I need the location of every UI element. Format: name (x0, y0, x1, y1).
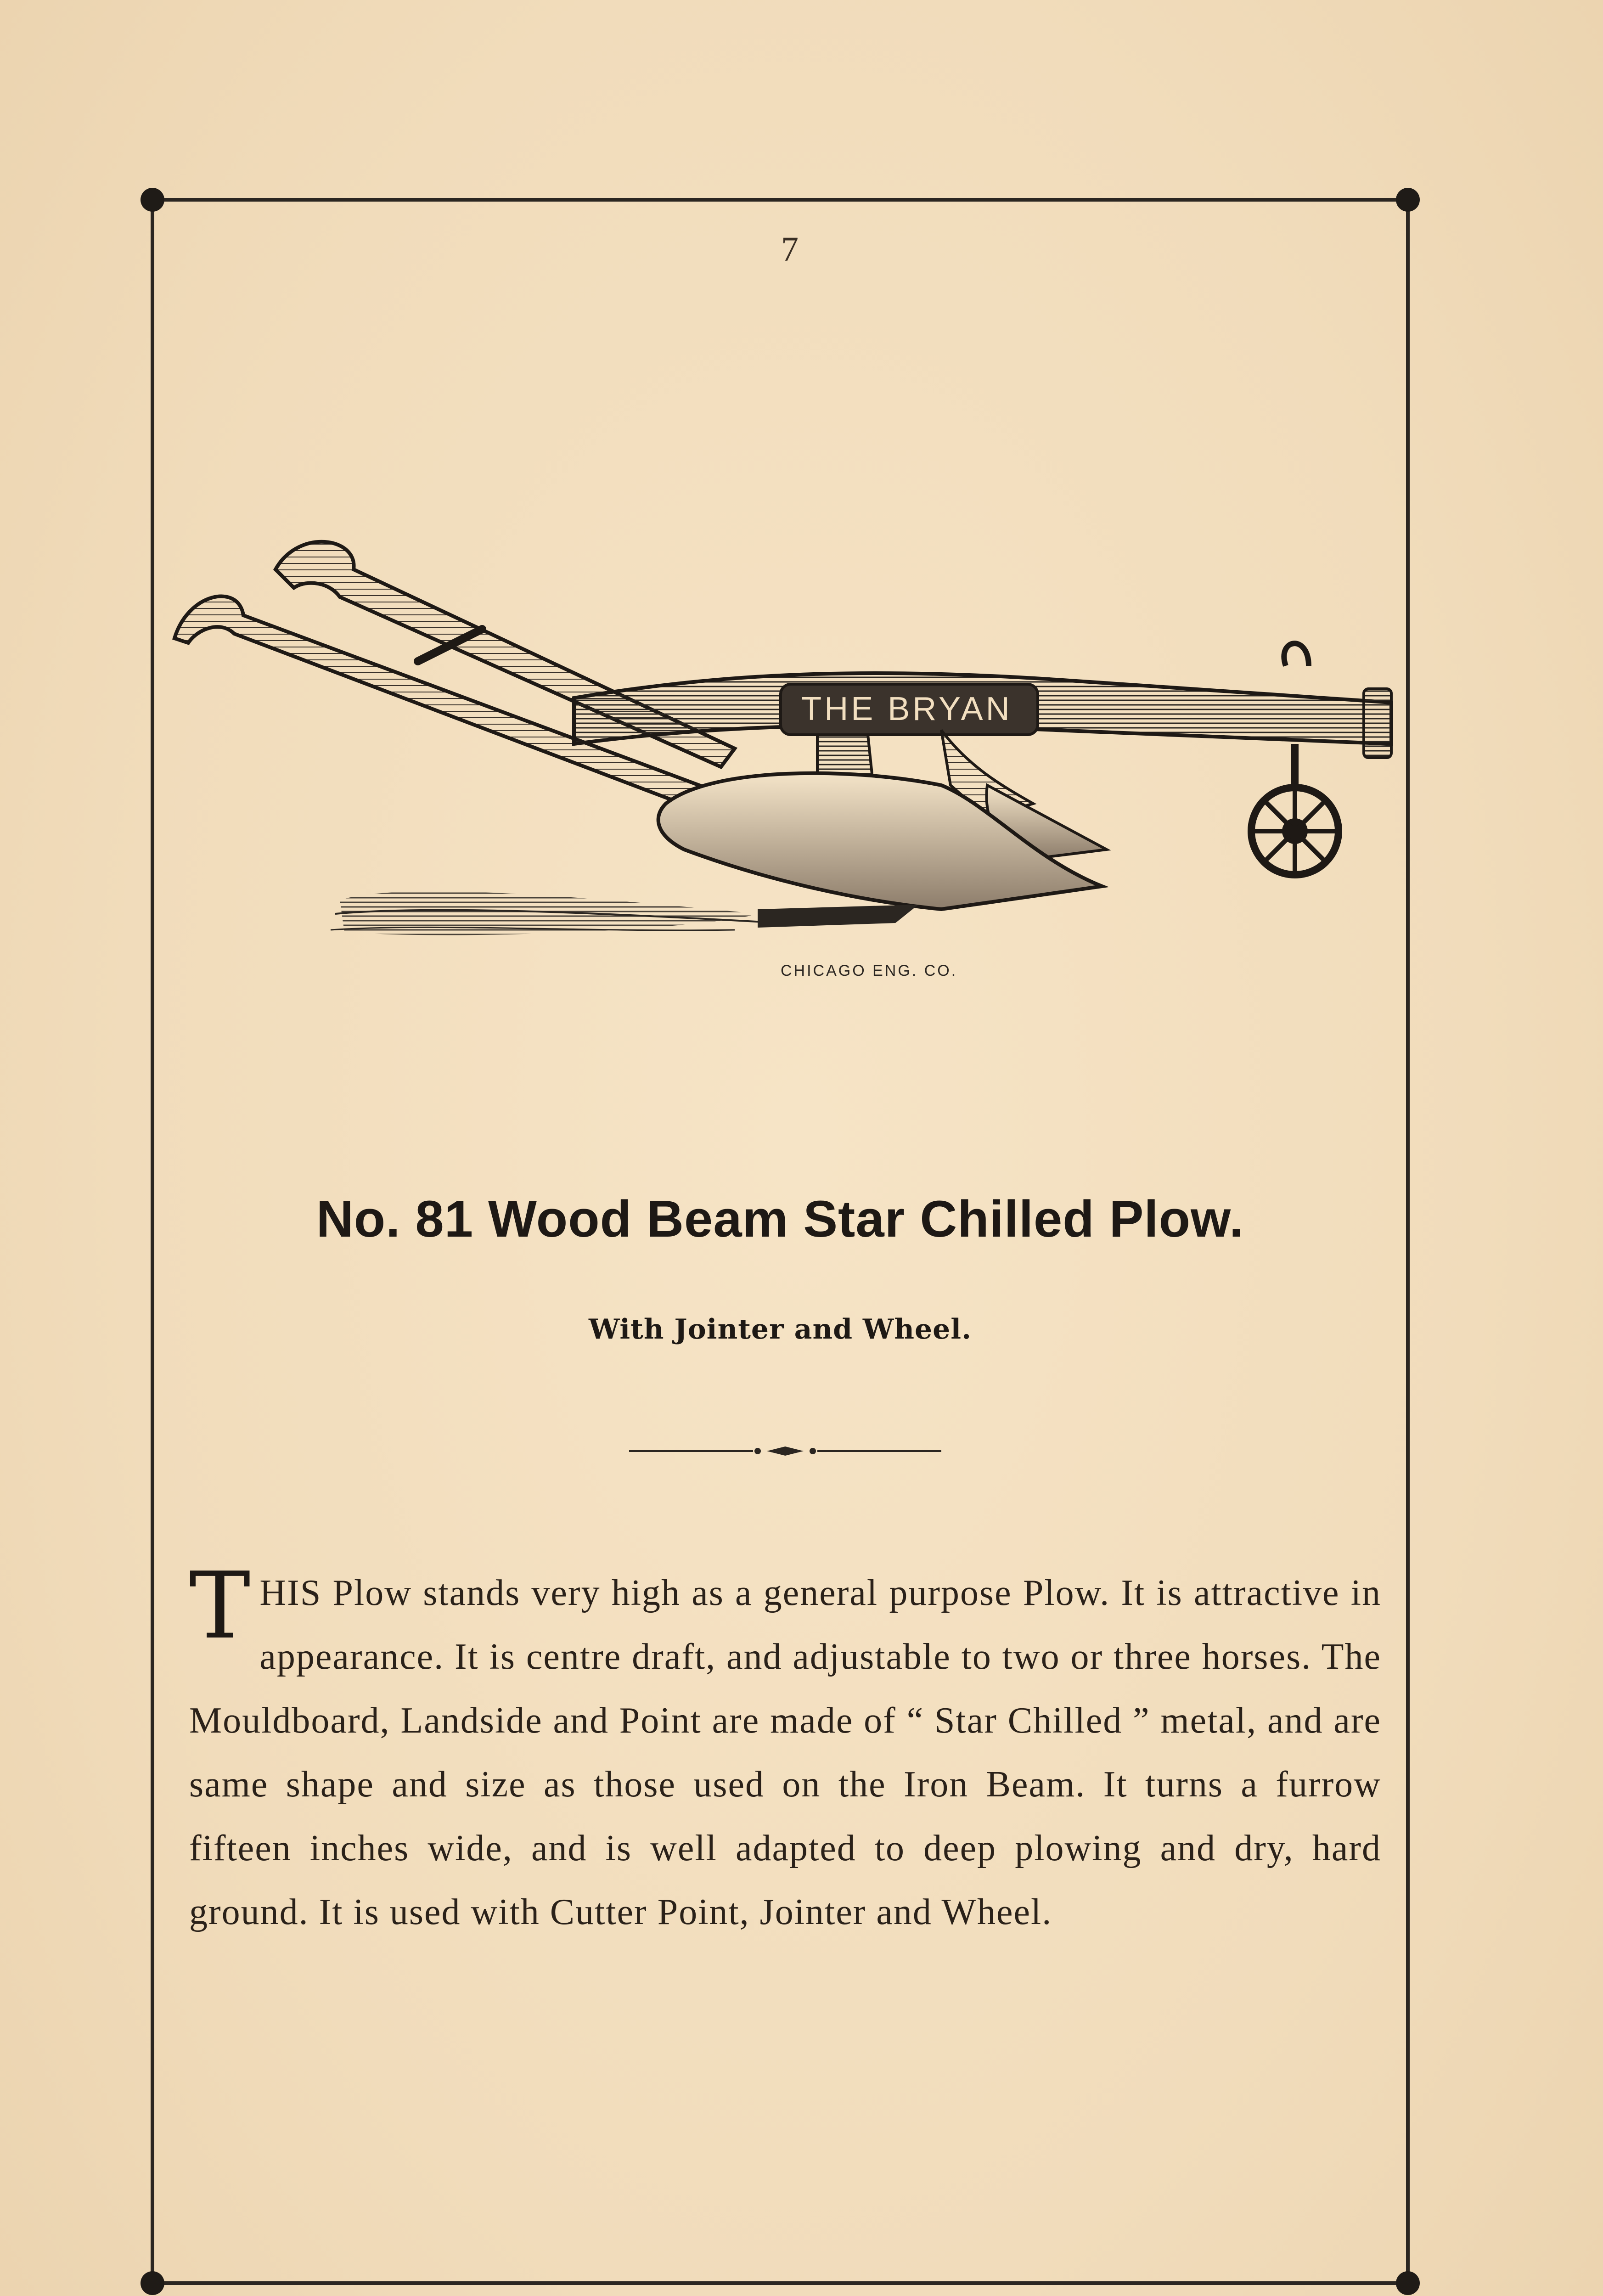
frame-right-rule (1406, 198, 1410, 2285)
frame-top-rule (151, 198, 1410, 202)
frame-corner-dot (1396, 188, 1420, 212)
mouldboard (658, 773, 1102, 928)
frame-left-rule (151, 198, 154, 2285)
plow-illustration (161, 528, 1410, 1024)
drop-cap: T (189, 1553, 252, 1660)
gauge-wheel (1251, 744, 1339, 875)
page-subtitle: With Jointer and Wheel. (589, 1313, 972, 1345)
divider-ornament (629, 1442, 941, 1460)
page-number: 7 (781, 230, 799, 269)
engraver-credit: CHICAGO ENG. CO. (781, 962, 958, 979)
frame-bottom-rule (151, 2281, 1410, 2285)
page-title: No. 81 Wood Beam Star Chilled Plow. (316, 1190, 1244, 1248)
description-paragraph (189, 1553, 1381, 1944)
beam-lettering: THE BRYAN (801, 691, 1012, 727)
description-text: HIS Plow stands very high as a general purpose Plow. It is attractive in appearance. It is centre draft, and adjustable to two or three horses. The Mouldboard, Landside and Point are made of “ Star Chilled ” metal, and are same shape and size as those used on the Iron Beam. It turns a furrow fifteen inches wide, and is well adapted to deep plowing and dry, hard ground. It is used with Cutter Point, Jointer and Wheel. (189, 1573, 1381, 1932)
ground-shadow (331, 891, 781, 935)
frame-corner-dot (141, 188, 164, 212)
plow-handles (174, 542, 748, 822)
frame-corner-dot (1396, 2271, 1420, 2295)
frame-corner-dot (141, 2271, 164, 2295)
